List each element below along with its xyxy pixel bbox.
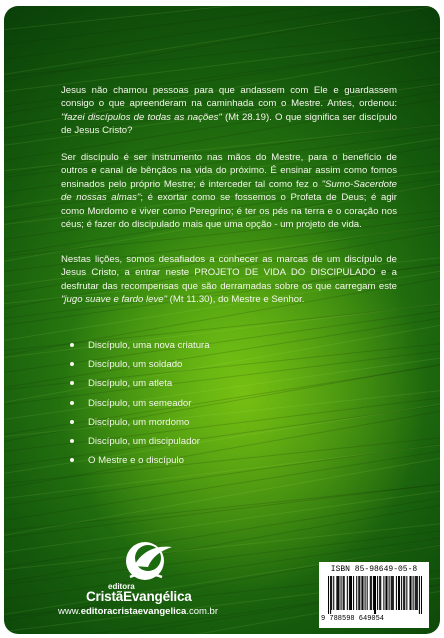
chapter-list <box>70 336 210 470</box>
bullet-icon <box>70 343 74 347</box>
bullet-icon <box>70 439 74 443</box>
barcode-bar <box>416 576 417 610</box>
barcode-bar <box>409 576 410 610</box>
barcode-bar <box>419 576 420 614</box>
barcode-bar <box>374 576 375 614</box>
publisher-name: CristãEvangélica <box>86 589 192 604</box>
barcode-bar <box>401 576 402 610</box>
bullet-icon <box>70 381 74 385</box>
barcode-bar <box>362 576 363 610</box>
barcode-bar <box>361 576 362 610</box>
barcode-bar <box>392 576 393 610</box>
chapter-item: Discípulo, um discipulador <box>70 432 210 451</box>
barcode-bar <box>377 576 378 610</box>
barcode-bar <box>370 576 371 610</box>
barcode-bar <box>344 576 345 610</box>
barcode-bar <box>350 576 351 610</box>
barcode-bar <box>338 576 339 610</box>
barcode-bar <box>328 576 329 614</box>
publisher-label: editora <box>108 582 135 591</box>
barcode-bar <box>411 576 412 610</box>
barcode-bar <box>406 576 407 610</box>
barcode-bar <box>380 576 381 610</box>
barcode-bar <box>337 576 338 610</box>
lessons-paragraph: Nestas lições, somos desafiados a conhecer as marcas de um discípulo de Jesus Cristo, a entrar neste PROJETO DE VIDA DO DISCIPULADO e a desfrutar das recompensas que são derramadas sobre os que carregam este "jugo suave e fardo leve" (Mt 11.30), do Mestre e Senhor. <box>61 254 397 306</box>
barcode-bar <box>353 576 354 610</box>
barcode-bar <box>385 576 386 610</box>
barcode-bar <box>386 576 387 610</box>
barcode-bar <box>415 576 416 610</box>
barcode-bar <box>341 576 342 610</box>
definition-paragraph: Ser discípulo é ser instrumento nas mãos do Mestre, para o benefício de outros e canal de bênçãos na vida do próximo. É ensinar assim como fomos ensinados pelo próprio Mestre; é interceder tal como fez o "Sumo-Sacerdote de nossas almas"; é exortar como se fossemos o Profeta de Deus; é agir como Mordomo e viver como Peregrino; é ter os pés na terra e o coração nos céus; é fazer do discipulado mais que uma opção - um projeto de vida. <box>61 152 397 231</box>
barcode-bar <box>331 576 332 610</box>
barcode-digits: 9 788598 649054 <box>321 615 385 623</box>
barcode-bars-icon <box>328 576 422 614</box>
barcode-bar <box>330 576 331 614</box>
barcode-bar <box>358 576 359 610</box>
chapter-item: Discípulo, um mordomo <box>70 413 210 432</box>
publisher-website[interactable]: www.editoracristaevangelica.com.br <box>58 606 218 617</box>
grain-line <box>4 6 440 34</box>
barcode-bar <box>351 576 352 610</box>
bullet-icon <box>70 458 74 462</box>
barcode-bar <box>399 576 400 610</box>
barcode <box>319 562 429 628</box>
barcode-bar <box>365 576 366 610</box>
barcode-bar <box>421 576 422 614</box>
barcode-bar <box>336 576 337 610</box>
chapter-item: O Mestre e o discípulo <box>70 451 210 470</box>
barcode-bar <box>404 576 405 610</box>
barcode-bar <box>391 576 392 610</box>
barcode-bar <box>398 576 399 610</box>
barcode-bar <box>333 576 334 610</box>
isbn-label: ISBN 85-98649-05-8 <box>330 565 418 574</box>
publisher-logo-icon <box>112 533 182 585</box>
back-cover <box>4 6 440 634</box>
barcode-bar <box>375 576 376 614</box>
barcode-bar <box>383 576 384 610</box>
bullet-icon <box>70 362 74 366</box>
barcode-bar <box>347 576 348 610</box>
barcode-bar <box>359 576 360 610</box>
intro-paragraph: Jesus não chamou pessoas para que andassem com Ele e guardassem consigo o que apreenderam na caminhada com o Mestre. Antes, ordenou: "fazei discípulos de todas as nações" (Mt 28.19). O que significa ser discípulo de Jesus Cristo? <box>61 85 397 137</box>
barcode-bar <box>367 576 368 610</box>
barcode-bar <box>396 576 397 610</box>
chapter-item: Discípulo, um semeador <box>70 394 210 413</box>
barcode-bar <box>413 576 414 610</box>
barcode-bar <box>417 576 418 610</box>
bullet-icon <box>70 420 74 424</box>
barcode-bar <box>393 576 394 610</box>
barcode-bar <box>379 576 380 610</box>
barcode-bar <box>349 576 350 610</box>
bullet-icon <box>70 401 74 405</box>
chapter-item: Discípulo, um soldado <box>70 355 210 374</box>
barcode-bar <box>371 576 372 610</box>
barcode-bar <box>356 576 357 610</box>
barcode-bar <box>389 576 390 610</box>
barcode-bar <box>373 576 374 610</box>
barcode-bar <box>343 576 344 610</box>
chapter-item: Discípulo, uma nova criatura <box>70 336 210 355</box>
chapter-item: Discípulo, um atleta <box>70 374 210 393</box>
barcode-bar <box>403 576 404 610</box>
